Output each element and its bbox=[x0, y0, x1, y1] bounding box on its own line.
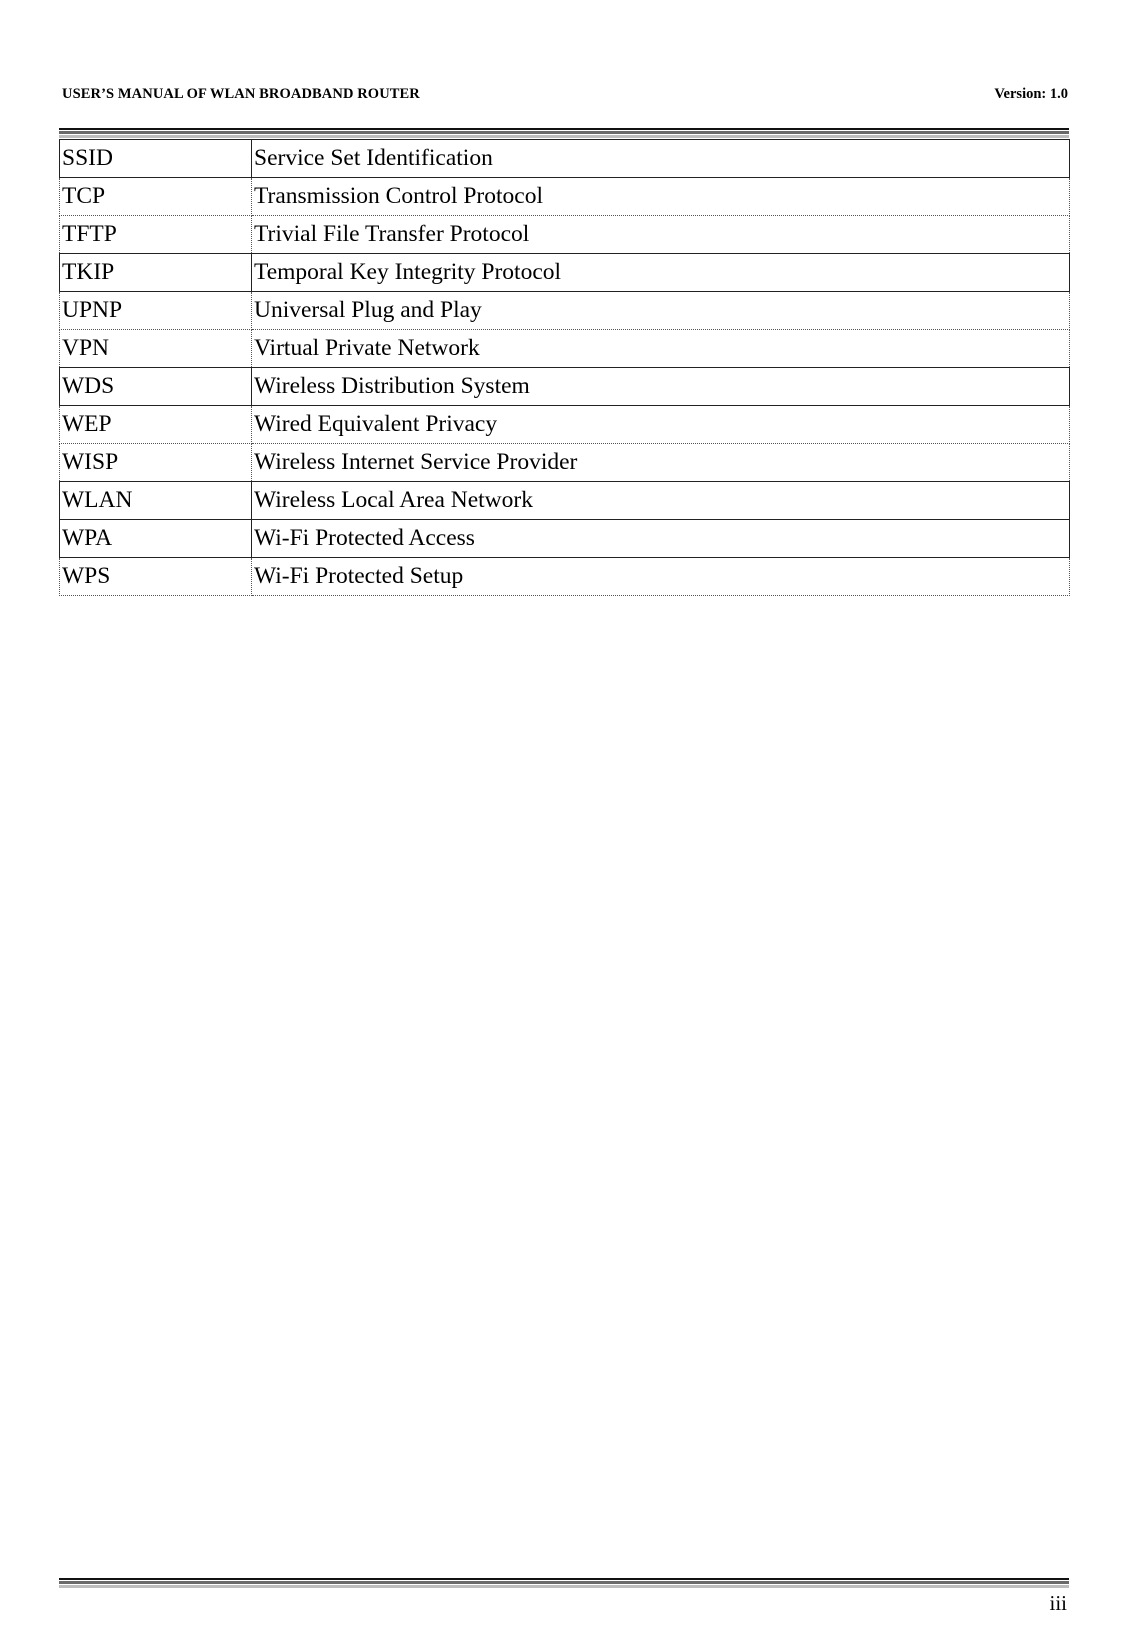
abbreviation-cell: WISP bbox=[60, 444, 252, 482]
version-label: Version: 1.0 bbox=[994, 86, 1068, 102]
table-row bbox=[60, 482, 1070, 520]
abbreviation-cell: UPNP bbox=[60, 292, 252, 330]
table-row bbox=[60, 368, 1070, 406]
abbreviation-cell: TCP bbox=[60, 178, 252, 216]
definition-cell: Wired Equivalent Privacy bbox=[252, 406, 1070, 444]
definition-cell: Wireless Local Area Network bbox=[252, 482, 1070, 520]
abbreviation-cell: VPN bbox=[60, 330, 252, 368]
page-number: iii bbox=[1049, 1591, 1067, 1615]
abbreviation-cell: SSID bbox=[60, 140, 252, 178]
abbreviation-cell: WPA bbox=[60, 520, 252, 558]
table-row bbox=[60, 558, 1070, 596]
table-row bbox=[60, 292, 1070, 330]
abbreviation-cell: TFTP bbox=[60, 216, 252, 254]
definition-cell: Temporal Key Integrity Protocol bbox=[252, 254, 1070, 292]
table-row bbox=[60, 216, 1070, 254]
abbreviation-cell: TKIP bbox=[60, 254, 252, 292]
abbreviation-cell: WPS bbox=[60, 558, 252, 596]
definition-cell: Wireless Distribution System bbox=[252, 368, 1070, 406]
definition-cell: Trivial File Transfer Protocol bbox=[252, 216, 1070, 254]
table-row bbox=[60, 178, 1070, 216]
table-row bbox=[60, 140, 1070, 178]
abbreviation-cell: WDS bbox=[60, 368, 252, 406]
table-row bbox=[60, 254, 1070, 292]
abbreviation-cell: WEP bbox=[60, 406, 252, 444]
manual-title: USER’S MANUAL OF WLAN BROADBAND ROUTER bbox=[62, 86, 420, 102]
abbreviation-cell: WLAN bbox=[60, 482, 252, 520]
table-row bbox=[60, 444, 1070, 482]
table-row bbox=[60, 330, 1070, 368]
definition-cell: Universal Plug and Play bbox=[252, 292, 1070, 330]
definition-cell: Wi-Fi Protected Access bbox=[252, 520, 1070, 558]
definition-cell: Service Set Identification bbox=[252, 140, 1070, 178]
table-row bbox=[60, 520, 1070, 558]
definition-cell: Wi-Fi Protected Setup bbox=[252, 558, 1070, 596]
definition-cell: Wireless Internet Service Provider bbox=[252, 444, 1070, 482]
glossary-table bbox=[59, 139, 1070, 596]
definition-cell: Transmission Control Protocol bbox=[252, 178, 1070, 216]
table-row bbox=[60, 406, 1070, 444]
definition-cell: Virtual Private Network bbox=[252, 330, 1070, 368]
footer-divider bbox=[59, 1578, 1069, 1590]
